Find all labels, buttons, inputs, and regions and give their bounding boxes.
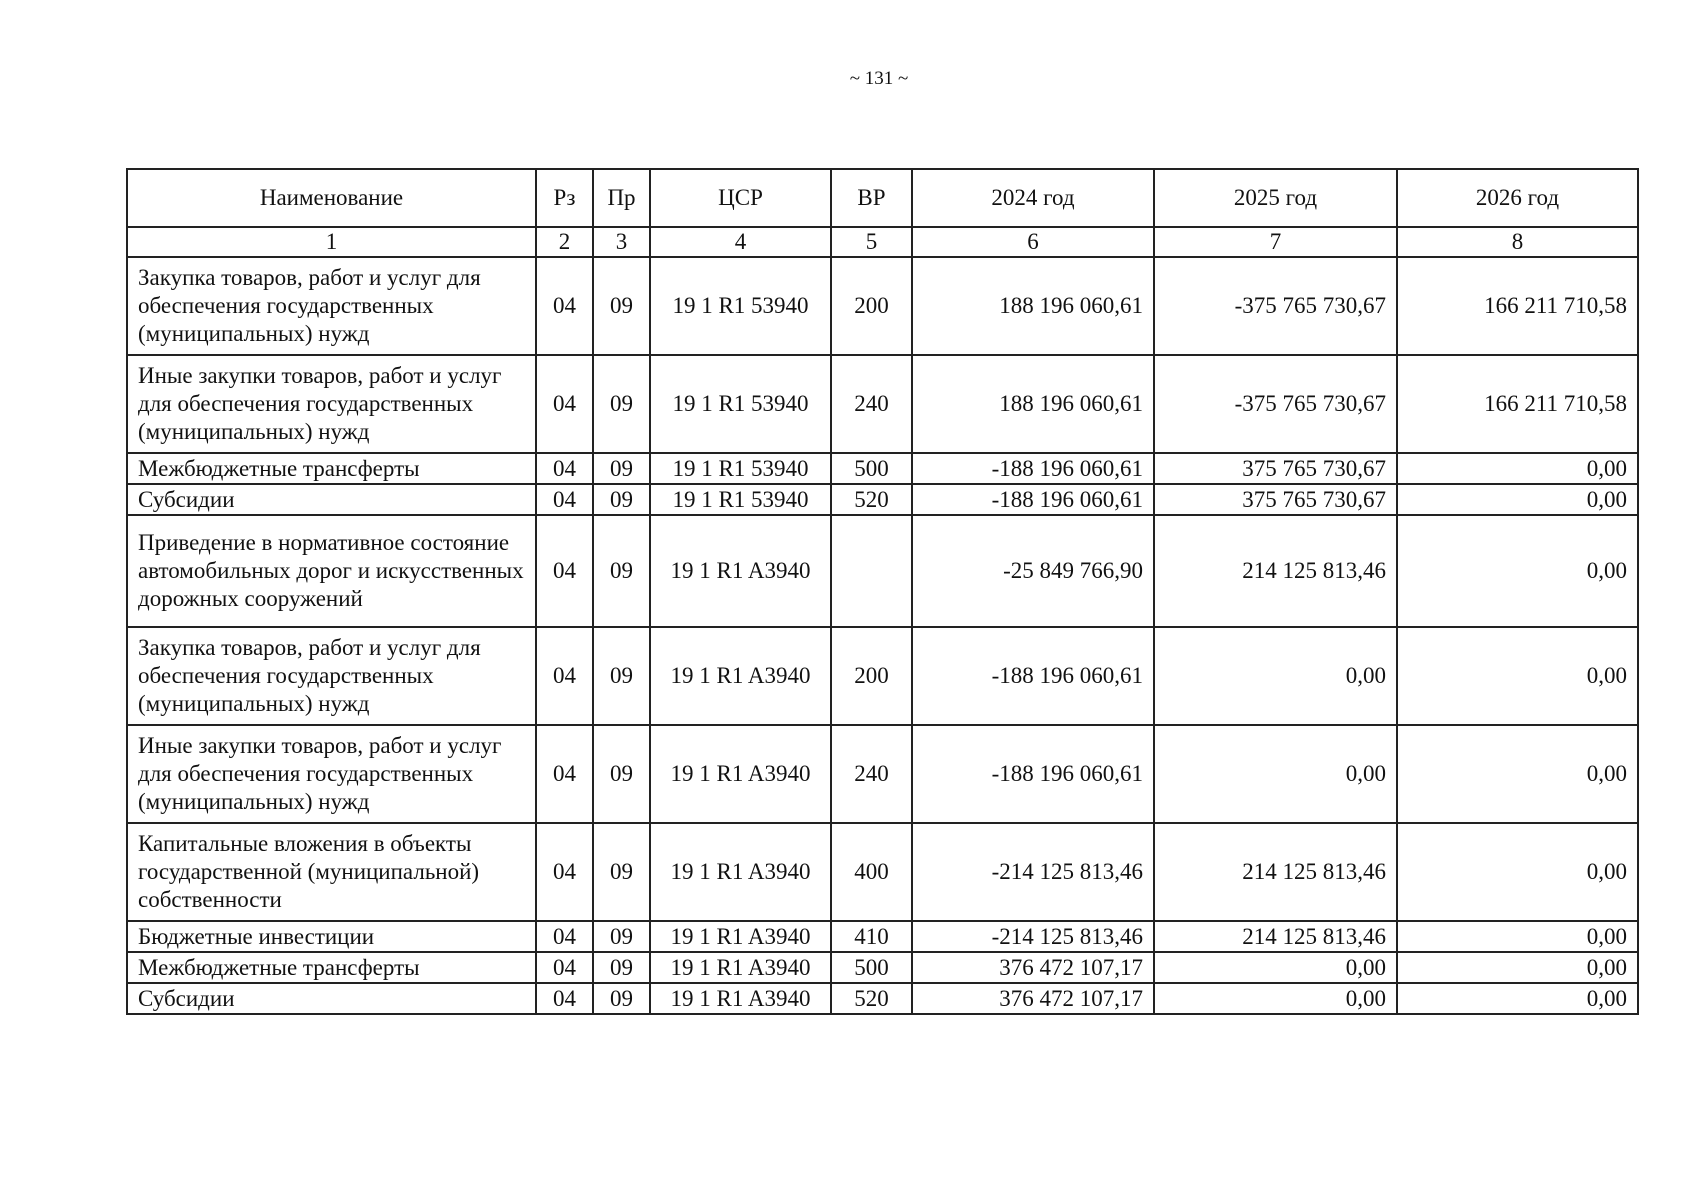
col-header-pr: Пр xyxy=(593,169,650,227)
table-cell-vr xyxy=(831,515,912,627)
table-cell-pr: 09 xyxy=(593,257,650,355)
table-cell-vr: 240 xyxy=(831,355,912,453)
table-cell-pr: 09 xyxy=(593,983,650,1014)
table-cell-2025: 214 125 813,46 xyxy=(1154,515,1397,627)
col-number: 1 xyxy=(127,227,536,257)
table-cell-rz: 04 xyxy=(536,355,593,453)
table-cell-csr: 19 1 R1 A3940 xyxy=(650,823,831,921)
table-cell-pr: 09 xyxy=(593,823,650,921)
table-cell-csr: 19 1 R1 A3940 xyxy=(650,952,831,983)
table-cell-pr: 09 xyxy=(593,453,650,484)
table-cell-csr: 19 1 R1 A3940 xyxy=(650,725,831,823)
table-cell-vr: 200 xyxy=(831,627,912,725)
table-cell-csr: 19 1 R1 53940 xyxy=(650,257,831,355)
table-cell-vr: 520 xyxy=(831,983,912,1014)
header-row xyxy=(127,169,1638,227)
table-cell-pr: 09 xyxy=(593,725,650,823)
table-cell-name: Субсидии xyxy=(127,983,536,1014)
table-cell-2026: 0,00 xyxy=(1397,453,1638,484)
table-cell-csr: 19 1 R1 A3940 xyxy=(650,627,831,725)
table-row xyxy=(127,627,1638,725)
col-header-name: Наименование xyxy=(127,169,536,227)
col-header-2025: 2025 год xyxy=(1154,169,1397,227)
table-cell-pr: 09 xyxy=(593,627,650,725)
table-cell-2026: 0,00 xyxy=(1397,921,1638,952)
table-row xyxy=(127,725,1638,823)
table-cell-2026: 0,00 xyxy=(1397,983,1638,1014)
table-cell-vr: 240 xyxy=(831,725,912,823)
table-cell-name: Капитальные вложения в объекты государственной (муниципальной) собственности xyxy=(127,823,536,921)
table-cell-rz: 04 xyxy=(536,725,593,823)
column-number-row xyxy=(127,227,1638,257)
table-row xyxy=(127,453,1638,484)
table-cell-rz: 04 xyxy=(536,627,593,725)
table-cell-2024: 376 472 107,17 xyxy=(912,983,1154,1014)
table-cell-2026: 0,00 xyxy=(1397,484,1638,515)
table-cell-2024: -188 196 060,61 xyxy=(912,627,1154,725)
table-cell-2025: 375 765 730,67 xyxy=(1154,453,1397,484)
table-cell-csr: 19 1 R1 A3940 xyxy=(650,921,831,952)
col-header-rz: Рз xyxy=(536,169,593,227)
table-cell-2025: 0,00 xyxy=(1154,952,1397,983)
table-cell-2024: -214 125 813,46 xyxy=(912,823,1154,921)
col-number: 7 xyxy=(1154,227,1397,257)
table-cell-2024: 188 196 060,61 xyxy=(912,257,1154,355)
table-cell-2026: 0,00 xyxy=(1397,823,1638,921)
col-header-vr: ВР xyxy=(831,169,912,227)
col-number: 3 xyxy=(593,227,650,257)
table-cell-rz: 04 xyxy=(536,453,593,484)
table-cell-vr: 400 xyxy=(831,823,912,921)
table-cell-csr: 19 1 R1 53940 xyxy=(650,484,831,515)
table-cell-csr: 19 1 R1 53940 xyxy=(650,355,831,453)
table-cell-csr: 19 1 R1 A3940 xyxy=(650,515,831,627)
table-row xyxy=(127,921,1638,952)
table-cell-2025: 0,00 xyxy=(1154,725,1397,823)
table-cell-rz: 04 xyxy=(536,921,593,952)
col-number: 2 xyxy=(536,227,593,257)
table-cell-2026: 0,00 xyxy=(1397,952,1638,983)
table-cell-name: Закупка товаров, работ и услуг для обеспечения государственных (муниципальных) нужд xyxy=(127,257,536,355)
col-header-2024: 2024 год xyxy=(912,169,1154,227)
page-number: ~ 131 ~ xyxy=(849,68,909,89)
table-row xyxy=(127,484,1638,515)
col-number: 4 xyxy=(650,227,831,257)
table-cell-2025: 0,00 xyxy=(1154,627,1397,725)
table-cell-pr: 09 xyxy=(593,921,650,952)
col-number: 6 xyxy=(912,227,1154,257)
col-header-2026: 2026 год xyxy=(1397,169,1638,227)
table-cell-csr: 19 1 R1 A3940 xyxy=(650,983,831,1014)
table-cell-pr: 09 xyxy=(593,355,650,453)
table-cell-pr: 09 xyxy=(593,952,650,983)
table-cell-2024: 188 196 060,61 xyxy=(912,355,1154,453)
table-row xyxy=(127,983,1638,1014)
table-cell-csr: 19 1 R1 53940 xyxy=(650,453,831,484)
col-number: 8 xyxy=(1397,227,1638,257)
table-row xyxy=(127,355,1638,453)
table-cell-2026: 166 211 710,58 xyxy=(1397,355,1638,453)
table-cell-rz: 04 xyxy=(536,952,593,983)
table-row xyxy=(127,257,1638,355)
table-cell-name: Иные закупки товаров, работ и услуг для обеспечения государственных (муниципальных) нужд xyxy=(127,725,536,823)
table-cell-name: Закупка товаров, работ и услуг для обеспечения государственных (муниципальных) нужд xyxy=(127,627,536,725)
col-number: 5 xyxy=(831,227,912,257)
table-cell-vr: 500 xyxy=(831,952,912,983)
table-cell-2024: 376 472 107,17 xyxy=(912,952,1154,983)
table-row xyxy=(127,515,1638,627)
table-cell-2025: -375 765 730,67 xyxy=(1154,257,1397,355)
table-cell-2024: -188 196 060,61 xyxy=(912,484,1154,515)
table-cell-2025: 214 125 813,46 xyxy=(1154,921,1397,952)
table-cell-rz: 04 xyxy=(536,823,593,921)
table-cell-2026: 0,00 xyxy=(1397,627,1638,725)
table-cell-name: Межбюджетные трансферты xyxy=(127,952,536,983)
table-row xyxy=(127,952,1638,983)
table-cell-2026: 0,00 xyxy=(1397,515,1638,627)
table-cell-vr: 520 xyxy=(831,484,912,515)
table-row xyxy=(127,823,1638,921)
table-cell-2025: 375 765 730,67 xyxy=(1154,484,1397,515)
table-cell-2024: -25 849 766,90 xyxy=(912,515,1154,627)
budget-table xyxy=(126,168,1639,1015)
table-cell-pr: 09 xyxy=(593,515,650,627)
col-header-csr: ЦСР xyxy=(650,169,831,227)
table-cell-vr: 200 xyxy=(831,257,912,355)
table-cell-name: Субсидии xyxy=(127,484,536,515)
table-cell-2024: -188 196 060,61 xyxy=(912,725,1154,823)
table-cell-rz: 04 xyxy=(536,484,593,515)
table-cell-rz: 04 xyxy=(536,257,593,355)
table-cell-name: Иные закупки товаров, работ и услуг для обеспечения государственных (муниципальных) нужд xyxy=(127,355,536,453)
table-cell-2024: -188 196 060,61 xyxy=(912,453,1154,484)
table-cell-name: Бюджетные инвестиции xyxy=(127,921,536,952)
table-cell-vr: 410 xyxy=(831,921,912,952)
table-cell-rz: 04 xyxy=(536,983,593,1014)
table-cell-rz: 04 xyxy=(536,515,593,627)
table-cell-name: Приведение в нормативное состояние автомобильных дорог и искусственных дорожных сооружений xyxy=(127,515,536,627)
table-cell-vr: 500 xyxy=(831,453,912,484)
table-cell-name: Межбюджетные трансферты xyxy=(127,453,536,484)
table-cell-2025: 0,00 xyxy=(1154,983,1397,1014)
table-cell-pr: 09 xyxy=(593,484,650,515)
table-cell-2026: 166 211 710,58 xyxy=(1397,257,1638,355)
table-cell-2026: 0,00 xyxy=(1397,725,1638,823)
table-cell-2024: -214 125 813,46 xyxy=(912,921,1154,952)
table-cell-2025: -375 765 730,67 xyxy=(1154,355,1397,453)
table-cell-2025: 214 125 813,46 xyxy=(1154,823,1397,921)
